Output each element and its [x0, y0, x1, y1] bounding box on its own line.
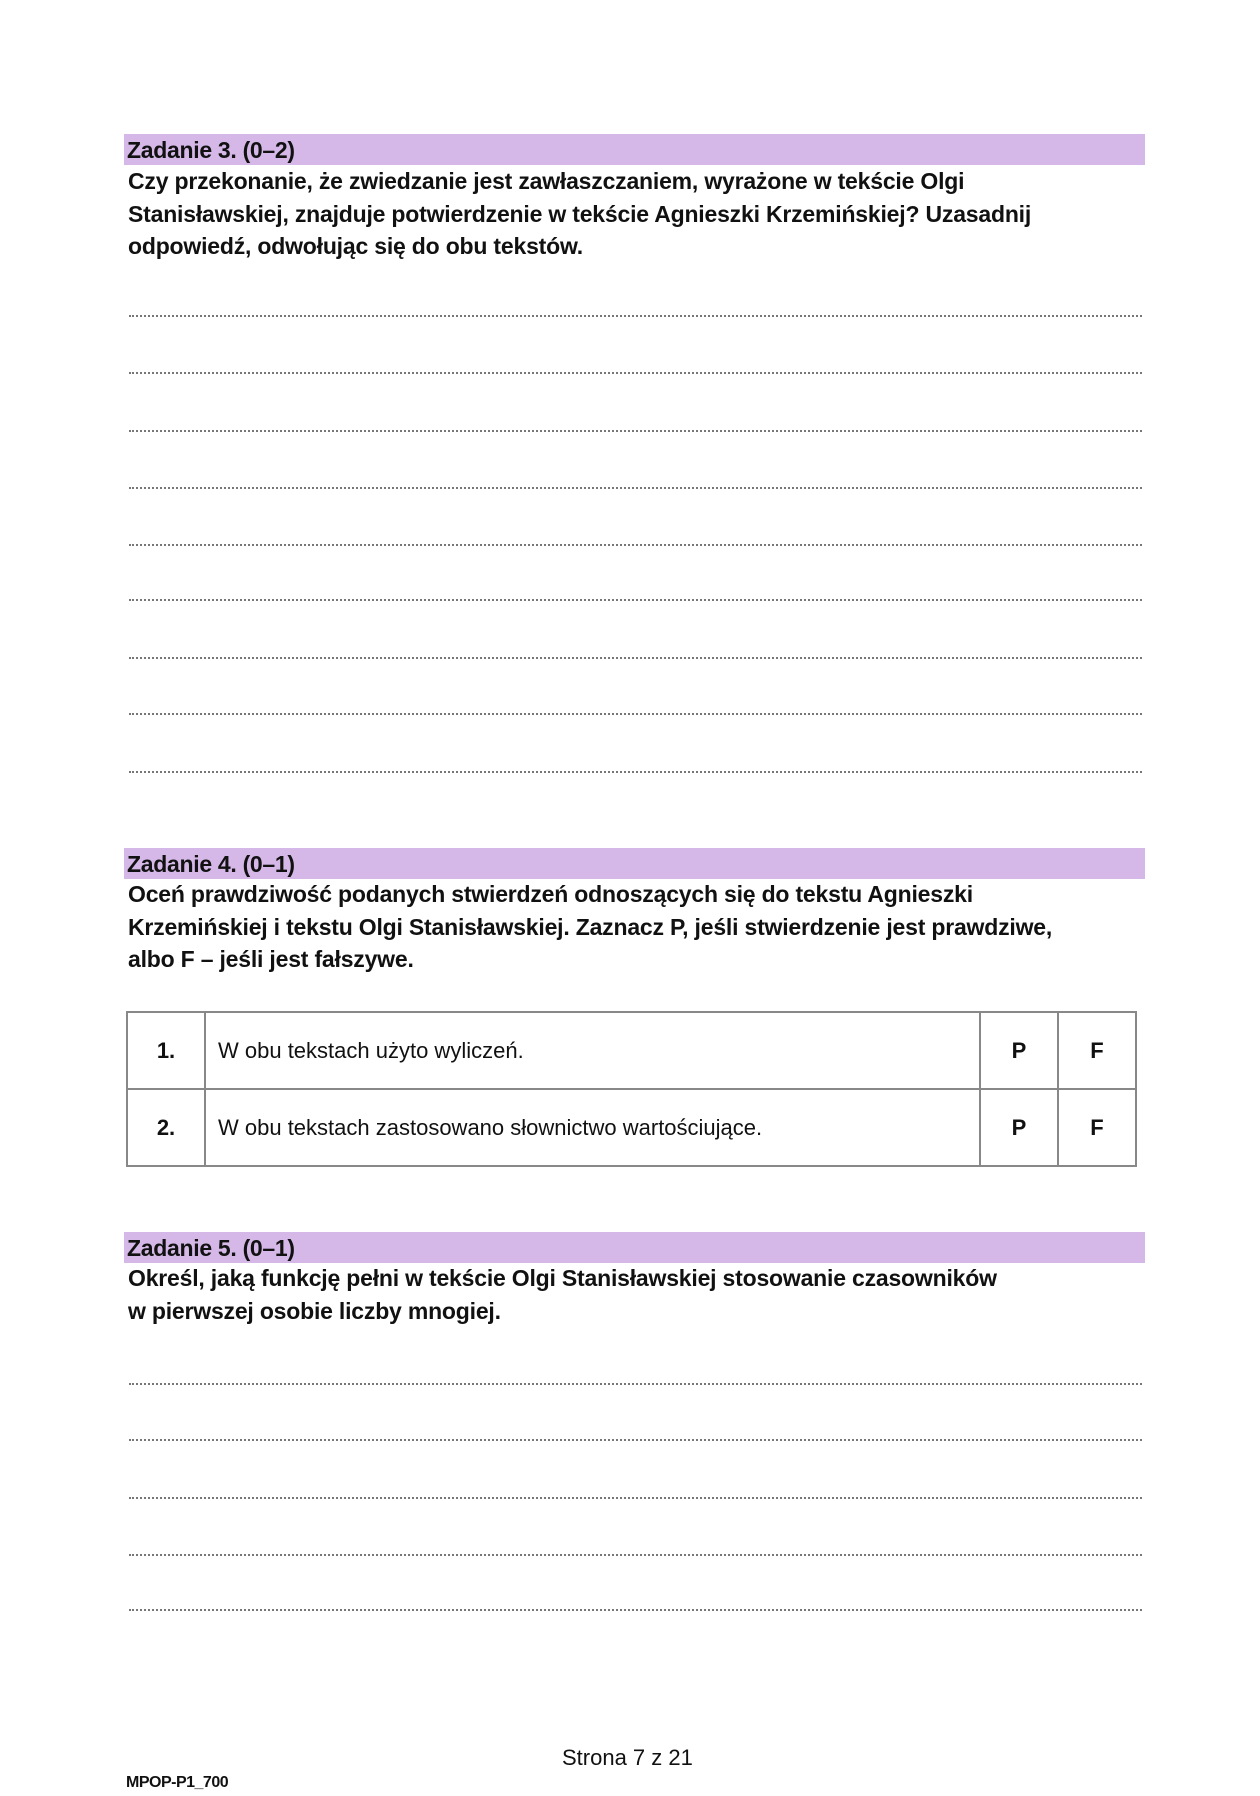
- question-line: Oceń prawdziwość podanych stwierdzeń odnoszących się do tekstu Agnieszki: [128, 881, 973, 907]
- answer-line[interactable]: [129, 771, 1142, 773]
- statement-number: 1.: [127, 1012, 205, 1089]
- table-row: [127, 1012, 1136, 1089]
- task5-title: Zadanie 5. (0–1): [127, 1235, 295, 1261]
- answer-line[interactable]: [129, 1554, 1142, 1556]
- task4-question: [128, 878, 1052, 976]
- question-line: Czy przekonanie, że zwiedzanie jest zawłaszczaniem, wyrażone w tekście Olgi: [128, 168, 965, 194]
- task4-title: Zadanie 4. (0–1): [127, 851, 295, 877]
- option-f[interactable]: F: [1058, 1089, 1136, 1166]
- exam-code: MPOP-P1_700: [126, 1774, 229, 1791]
- answer-line[interactable]: [129, 1383, 1142, 1385]
- task3-title: Zadanie 3. (0–2): [127, 137, 295, 163]
- question-line: albo F – jeśli jest fałszywe.: [128, 946, 414, 972]
- answer-line[interactable]: [129, 372, 1142, 374]
- option-p[interactable]: P: [980, 1012, 1058, 1089]
- statement-number: 2.: [127, 1089, 205, 1166]
- answer-line[interactable]: [129, 430, 1142, 432]
- true-false-table: [126, 1011, 1137, 1167]
- question-line: Krzemińskiej i tekstu Olgi Stanisławskiej. Zaznacz P, jeśli stwierdzenie jest prawdziwe,: [128, 913, 1053, 940]
- task4-header: [124, 848, 1145, 879]
- question-line: Określ, jaką funkcję pełni w tekście Olgi Stanisławskiej stosowanie czasowników: [128, 1265, 997, 1291]
- answer-line[interactable]: [129, 713, 1142, 715]
- answer-line[interactable]: [129, 1609, 1142, 1611]
- answer-line[interactable]: [129, 487, 1142, 489]
- question-line: Stanisławskiej, znajduje potwierdzenie w tekście Agnieszki Krzemińskiej? Uzasadnij: [128, 200, 1032, 227]
- table-row: [127, 1089, 1136, 1166]
- answer-line[interactable]: [129, 657, 1142, 659]
- statement-text: W obu tekstach użyto wyliczeń.: [205, 1012, 980, 1089]
- option-f[interactable]: F: [1058, 1012, 1136, 1089]
- answer-line[interactable]: [129, 315, 1142, 317]
- answer-line[interactable]: [129, 1497, 1142, 1499]
- task3-header: [124, 134, 1145, 165]
- question-line: w pierwszej osobie liczby mnogiej.: [128, 1297, 501, 1324]
- page-number: Strona 7 z 21: [562, 1745, 693, 1770]
- option-p[interactable]: P: [980, 1089, 1058, 1166]
- question-line: odpowiedź, odwołując się do obu tekstów.: [128, 233, 583, 259]
- answer-line[interactable]: [129, 1439, 1142, 1441]
- statement-text: W obu tekstach zastosowano słownictwo wartościujące.: [205, 1089, 980, 1166]
- task3-question: [128, 165, 1031, 263]
- task5-header: [124, 1232, 1145, 1263]
- answer-line[interactable]: [129, 599, 1142, 601]
- task5-question: [128, 1262, 997, 1327]
- answer-line[interactable]: [129, 544, 1142, 546]
